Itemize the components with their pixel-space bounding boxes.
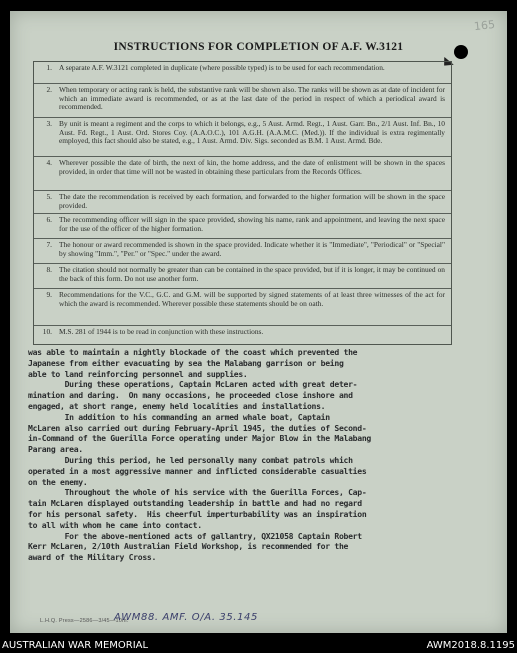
citation-line: Parang area. [28, 444, 83, 455]
instruction-item [34, 263, 451, 289]
citation-line: to all with whom he came into contact. [28, 519, 202, 530]
citation-line: mination and daring. On many occasions, he proceeded close inshore and [28, 390, 353, 401]
citation-line: in-Command of the Guerilla Force operating under Major Blow in the Malabang [28, 433, 371, 444]
instruction-number: 2. [46, 85, 52, 94]
instruction-text: M.S. 281 of 1944 is to be read in conjunction with these instructions. [59, 327, 264, 336]
citation-line: Kerr McLaren, 2/10th Australian Field Workshop, is recommended for the [28, 541, 349, 552]
instructions-table [33, 61, 452, 345]
instruction-text: Wherever possible the date of birth, the next of kin, the home address, and the date of enlistment will be shown in the spaces provided, in order that time will not be wasted in obtaining these particulars from the Records Offices. [59, 158, 445, 176]
instruction-text: The honour or award recommended is shown in the space provided. Indicate whether it is "Immediate", "Periodical" or "Special" by showing "Imm.", "Per." or "Spec." under the award. [59, 240, 445, 258]
citation-line: In addition to his commanding an armed whale boat, Captain [28, 411, 330, 422]
instruction-number: 6. [46, 215, 52, 224]
citation-text [28, 347, 498, 563]
instruction-item [34, 325, 451, 345]
citation-line: Throughout the whole of his service with the Guerilla Forces, Cap- [28, 487, 367, 498]
citation-line: on the enemy. [28, 476, 88, 487]
instruction-text: A separate A.F. W.3121 completed in duplicate (where possible typed) is to be used for each recommendation. [59, 63, 385, 72]
citation-line: McLaren also carried out during February-April 1945, the duties of Second- [28, 422, 367, 433]
instruction-number: 9. [46, 290, 52, 299]
instruction-number: 7. [46, 240, 52, 249]
footer-bar [0, 638, 517, 653]
citation-line: During these operations, Captain McLaren acted with great deter- [28, 379, 358, 390]
form-reference: L.H.Q. Press—2586—3/45—10m. [40, 618, 129, 624]
instruction-number: 4. [46, 158, 52, 167]
instruction-item [34, 83, 451, 118]
instruction-text: Recommendations for the V.C., G.C. and G.M. will be supported by signed statements of at least three witnesses of the act for which the award is recommended. Wherever possible these statements should be on oath. [59, 290, 445, 308]
instruction-text: The citation should not normally be greater than can be contained in the space provided, but if it is longer, it may be continued on the back of this form. Do not use another form. [59, 265, 445, 283]
citation-line: for his personal safety. His cheerful imperturbability was an inspiration [28, 508, 367, 519]
instruction-text: By unit is meant a regiment and the corps to which it belongs, e.g., 5 Aust. Armd. Regt., 1 Aust. Garr. Bn., 2/1 Aust. Inf. Bn., 10 Aust. Fd. Regt., 1 Aust. Ord. Stores Coy. (A.A.O.C.), 101 A.G.H. (A.A.M.C. (Med.)). If the individual is extra regimentally employed, this fact should also be stated, e.g., 1 Aust. Armd. Div. Sigs. seconded as B.M. 1 Aust. Armd. Bde. [59, 119, 445, 146]
instruction-item [34, 62, 451, 83]
footer-institution: AUSTRALIAN WAR MEMORIAL [2, 640, 149, 651]
instruction-text: When temporary or acting rank is held, the substantive rank will be shown also. The ranks will be shown as at date of incident for which an immediate award is recommended, or as at the last date of the period in respect of which a periodical award is recommended. [59, 85, 445, 112]
instruction-number: 1. [46, 63, 52, 72]
citation-line: able to land reinforcing personnel and supplies. [28, 368, 248, 379]
instructions-title: INSTRUCTIONS FOR COMPLETION OF A.F. W.3121 [113, 41, 404, 53]
instruction-item [34, 190, 451, 214]
instruction-number: 3. [46, 119, 52, 128]
archive-reference: AWM88. AMF. O/A. 35.145 [114, 612, 258, 623]
instruction-item [34, 117, 451, 157]
instruction-number: 5. [46, 192, 52, 201]
citation-line: award of the Military Cross. [28, 552, 157, 563]
document-sheet [10, 11, 507, 633]
citation-line: During this period, he led personally many combat patrols which [28, 454, 353, 465]
instruction-text: The recommending officer will sign in the space provided, showing his name, rank and appointment, and leaving the next space for the use of the officer of the higher formation. [59, 215, 445, 233]
instruction-text: The date the recommendation is received by each formation, and forwarded to the higher formation will be shown in the space provided. [59, 192, 445, 210]
citation-line: tain McLaren displayed outstanding leadership in battle and had no regard [28, 498, 362, 509]
footer-accession-number: AWM2018.8.1195 [426, 640, 515, 651]
page-number: 165 [473, 17, 496, 34]
citation-line: operated in a most aggressive manner and inflicted considerable casualties [28, 465, 367, 476]
citation-line: was able to maintain a nightly blockade of the coast which prevented the [28, 347, 358, 357]
instruction-number: 8. [46, 265, 52, 274]
instruction-item [34, 156, 451, 191]
instruction-item [34, 288, 451, 326]
citation-line: Japanese from either evacuating by sea the Malabang garrison or being [28, 357, 344, 368]
instruction-item [34, 238, 451, 264]
citation-line: For the above-mentioned acts of gallantry, QX21058 Captain Robert [28, 530, 362, 541]
instruction-number: 10. [42, 327, 52, 336]
citation-line: engaged, at short range, enemy held localities and installations. [28, 400, 326, 411]
instruction-item [34, 213, 451, 239]
